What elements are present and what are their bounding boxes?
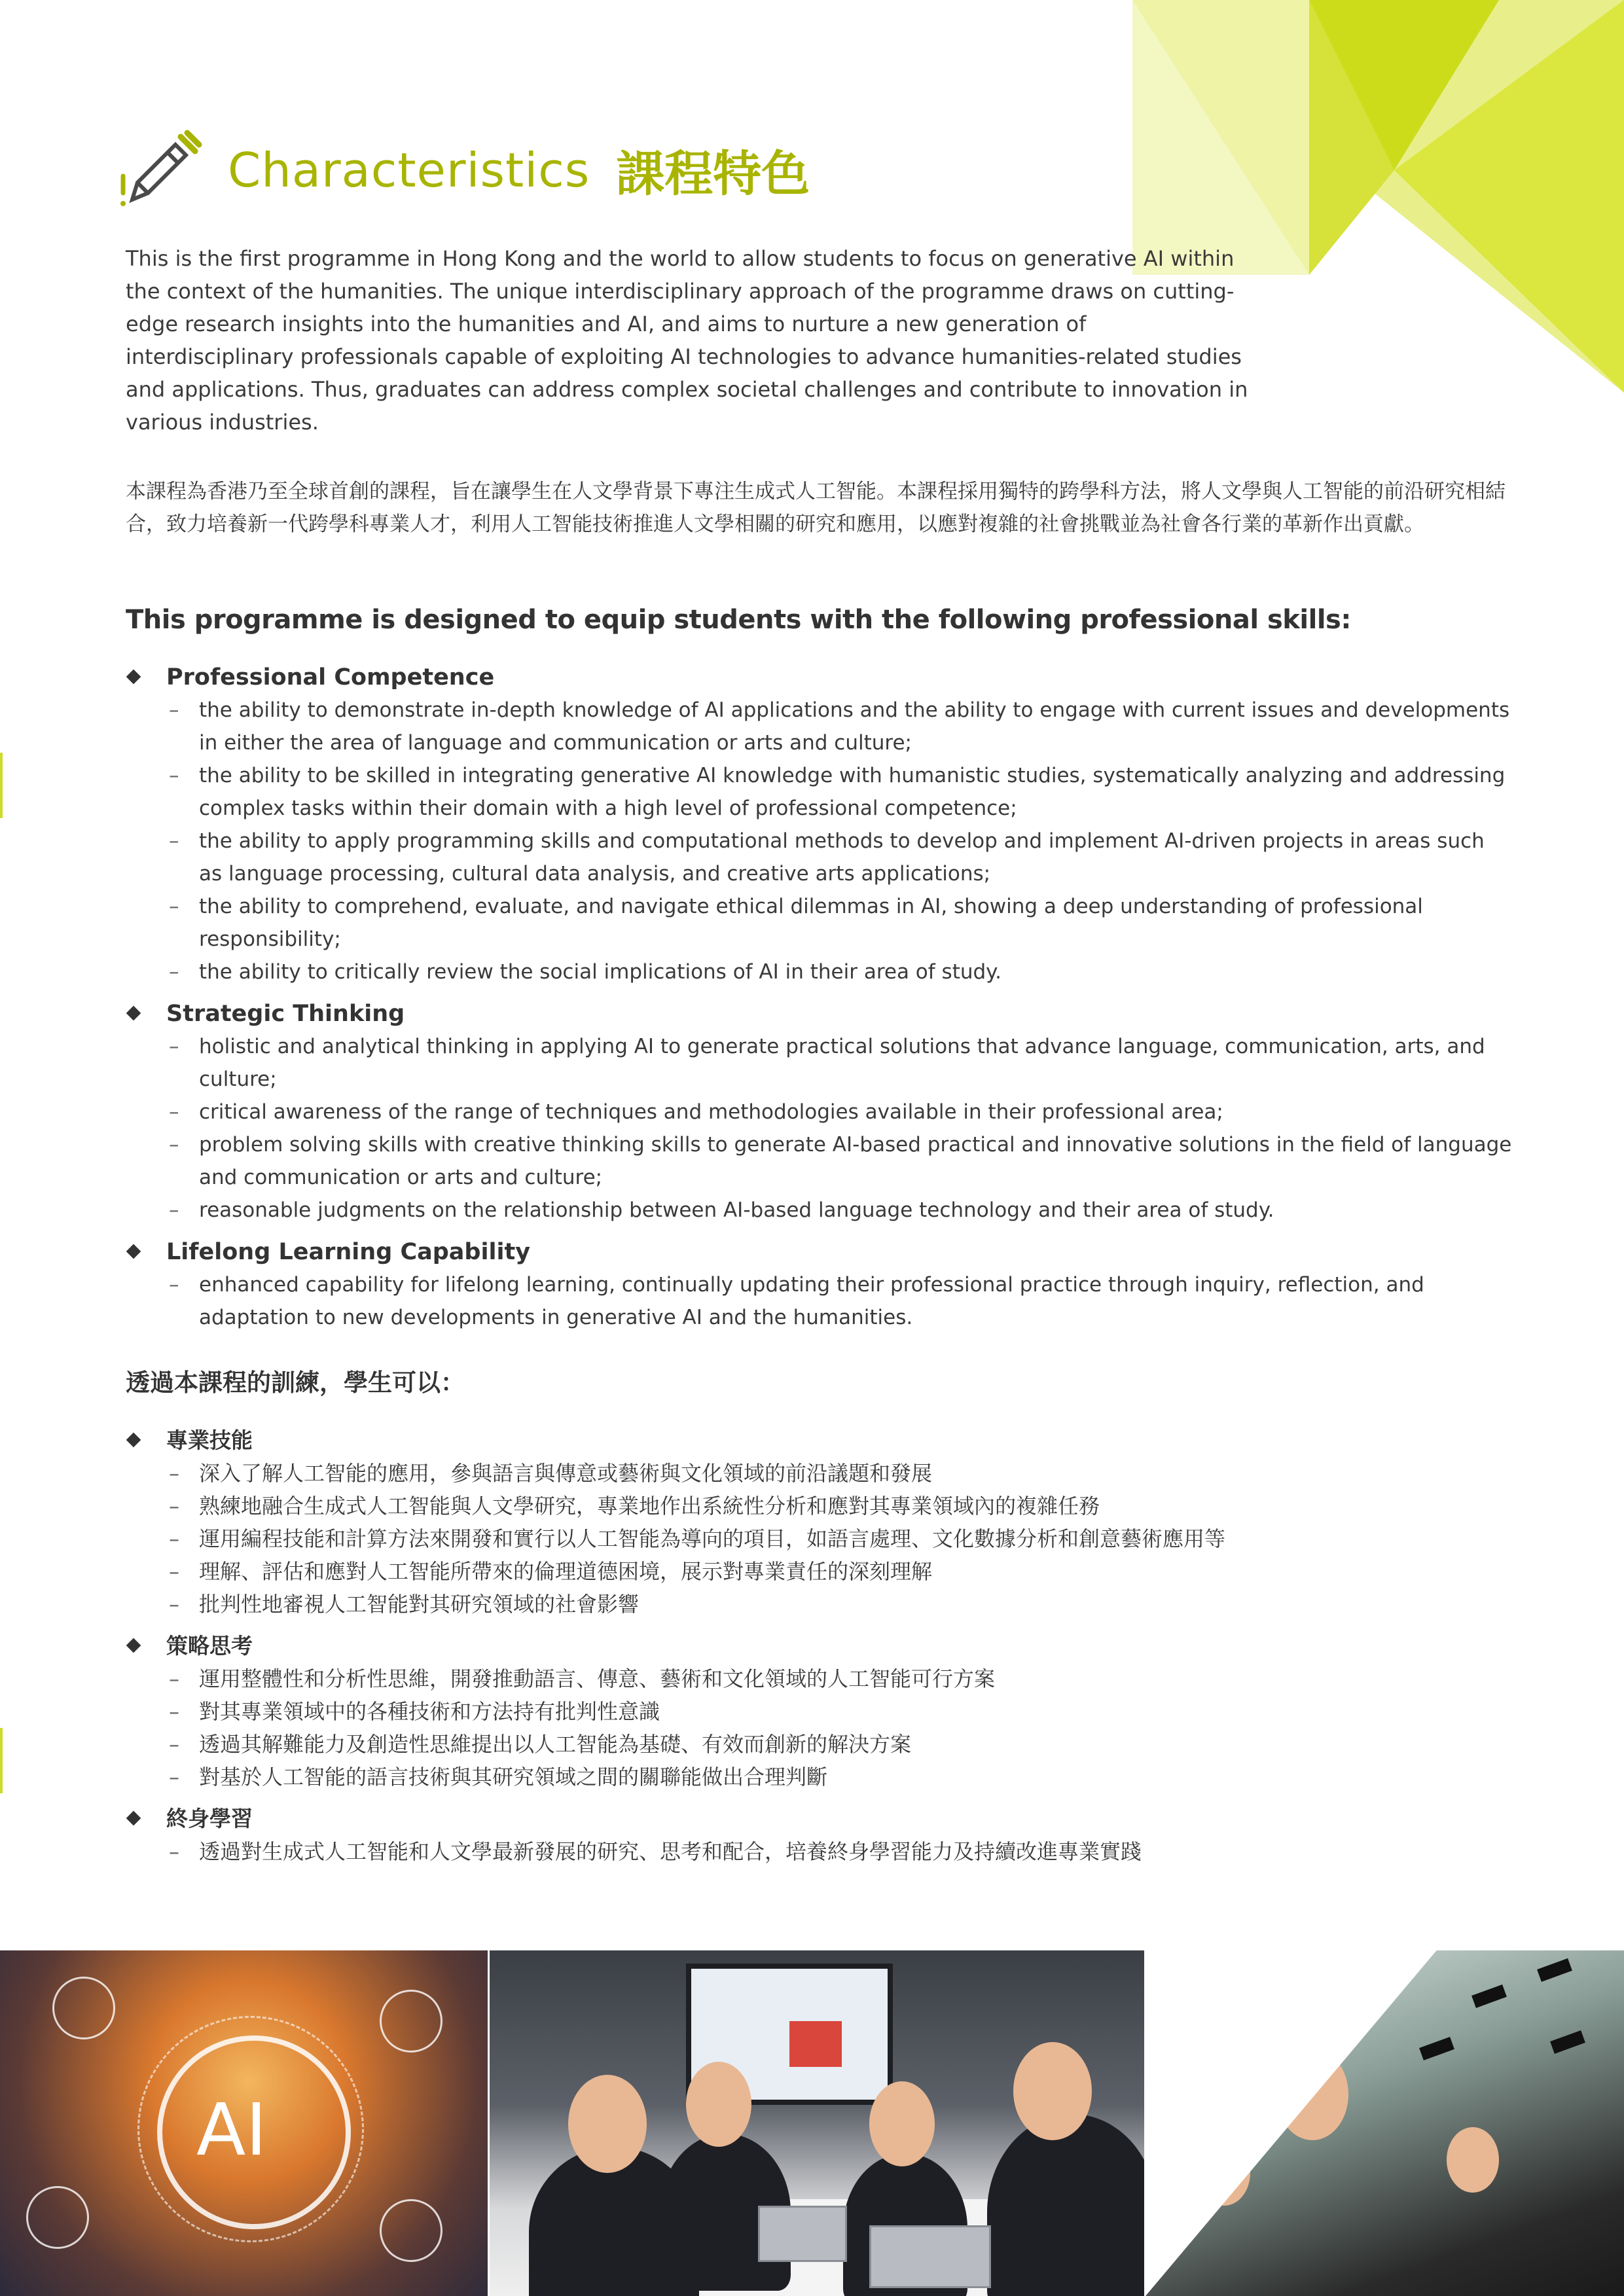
diamond-bullet-icon — [126, 1244, 141, 1259]
diamond-bullet-icon — [126, 1006, 141, 1021]
category-title: Strategic Thinking — [166, 1001, 405, 1027]
skills-heading-zh: 透過本課程的訓練，學生可以： — [126, 1369, 465, 1397]
list-item: – 運用編程技能和計算方法來開發和實行以人工智能為導向的項目，如語言處理、文化數據分析和創意藝術應用等 — [169, 1526, 1226, 1551]
skill-category-en — [126, 997, 1513, 1227]
diamond-bullet-icon — [126, 1811, 141, 1826]
list-item: – 對基於人工智能的語言技術與其研究領域之間的關聯能做出合理判斷 — [169, 1765, 828, 1789]
network-node-icon — [26, 2186, 89, 2249]
diamond-bullet-icon — [126, 670, 141, 685]
list-item: – the ability to be skilled in integrating generative AI knowledge with humanistic studies, systematically analyzing and addressing complex tasks within their domain with a high level of professional competence; — [169, 764, 1506, 820]
list-item: – problem solving skills with creative thinking skills to generate AI-based practical and innovative solutions in the field of language and communication or arts and culture; — [169, 1133, 1512, 1189]
ai-label: AI — [196, 2088, 267, 2172]
pen-icon — [118, 128, 203, 213]
category-title: 終身學習 — [166, 1806, 253, 1831]
skill-category-zh — [126, 1424, 1513, 1621]
intro-paragraph-en: This is the first programme in Hong Kong and the world to allow students to focus on generative AI within the context of the humanities. The unique interdisciplinary approach of the programme draws on cutting-edge research insights into the humanities and AI, and aims to nurture a new generation of interdisciplinary professionals capable of exploiting AI technologies to advance humanities-related studies and applications. Thus, graduates can address complex societal challenges and contribute to innovation in various industries. — [126, 246, 1248, 435]
student-face — [869, 2081, 935, 2166]
list-item: – the ability to critically review the social implications of AI in their area of study. — [169, 960, 1001, 984]
skill-category-en — [126, 661, 1513, 988]
network-node-icon — [380, 1990, 442, 2053]
left-edge-accent — [0, 1728, 3, 1793]
skills-heading-en: This programme is designed to equip students with the following professional skills: — [126, 605, 1351, 635]
left-edge-accent — [0, 753, 3, 818]
photo-diagonal-mask — [1146, 1662, 1624, 2296]
list-item: – 熟練地融合生成式人工智能與人文學研究，專業地作出系統性分析和應對其專業領域內的複雜任務 — [169, 1494, 1100, 1518]
section-header — [118, 118, 810, 223]
page-title-zh: 課程特色 — [616, 146, 810, 202]
network-node-icon — [52, 1977, 115, 2039]
student-face — [568, 2075, 647, 2173]
list-item: – holistic and analytical thinking in applying AI to generate practical solutions that advance language, communication, arts, and culture; — [169, 1035, 1485, 1091]
ai-concept-image — [0, 1950, 488, 2296]
list-item: – 運用整體性和分析性思維，開發推動語言、傳意、藝術和文化領域的人工智能可行方案 — [169, 1666, 996, 1691]
skill-list — [166, 694, 1513, 988]
list-item: – 透過其解難能力及創造性思維提出以人工智能為基礎、有效而創新的解決方案 — [169, 1732, 912, 1757]
network-node-icon — [380, 2199, 442, 2262]
laptop — [758, 2206, 847, 2262]
category-title: Professional Competence — [166, 664, 495, 691]
category-title: 策略思考 — [166, 1633, 253, 1659]
photo-strip — [0, 1950, 1624, 2296]
list-item: – the ability to demonstrate in-depth knowledge of AI applications and the ability to engage with current issues and developments in either the area of language and communication or arts and culture; — [169, 698, 1510, 755]
instructor-face — [1013, 2042, 1092, 2140]
skill-list — [166, 1457, 1513, 1621]
skill-list — [166, 1268, 1513, 1334]
list-item: – 對其專業領域中的各種技術和方法持有批判性意識 — [169, 1699, 660, 1724]
student-face — [686, 2062, 751, 2147]
list-item: – critical awareness of the range of techniques and methodologies available in their professional area; — [169, 1100, 1223, 1124]
intro-paragraph-zh: 本課程為香港乃至全球首創的課程，旨在讓學生在人文學背景下專注生成式人工智能。本課程採用獨特的跨學科方法，將人文學與人工智能的前沿研究相結合，致力培養新一代跨學科專業人才，利用人工智能技術推進人文學相關的研究和應用，以應對複雜的社會挑戰並為社會各行業的革新作出貢獻。 — [126, 480, 1506, 536]
page-title-en: Characteristics — [228, 143, 590, 198]
laptop — [869, 2225, 991, 2288]
list-item: – 深入了解人工智能的應用，參與語言與傳意或藝術與文化領域的前沿議題和發展 — [169, 1461, 933, 1486]
list-item: – 理解、評估和應對人工智能所帶來的倫理道德困境，展示對專業責任的深刻理解 — [169, 1559, 933, 1584]
list-item: – 透過對生成式人工智能和人文學最新發展的研究、思考和配合，培養終身學習能力及持續改進專業實踐 — [169, 1839, 1142, 1864]
category-title: Lifelong Learning Capability — [166, 1239, 531, 1265]
list-item: – the ability to apply programming skills and computational methods to develop and implement AI-driven projects in areas such as language processing, cultural data analysis, and creative arts applications; — [169, 829, 1485, 886]
list-item: – reasonable judgments on the relationship between AI-based language technology and their area of study. — [169, 1198, 1274, 1222]
diamond-bullet-icon — [126, 1638, 141, 1653]
main-content — [126, 242, 1513, 1877]
skill-list — [166, 1030, 1513, 1227]
list-item: – 批判性地審視人工智能對其研究領域的社會影響 — [169, 1592, 640, 1617]
classroom-photo — [490, 1950, 1144, 2296]
skill-category-en — [126, 1236, 1513, 1334]
category-title: 專業技能 — [166, 1427, 253, 1453]
diamond-bullet-icon — [126, 1433, 141, 1448]
list-item: – enhanced capability for lifelong learning, continually updating their professional practice through inquiry, reflection, and adaptation to new developments in generative AI and the humanities. — [169, 1273, 1424, 1329]
instructor-figure — [987, 2114, 1144, 2296]
list-item: – the ability to comprehend, evaluate, and navigate ethical dilemmas in AI, showing a deep understanding of professional responsibility; — [169, 895, 1423, 951]
